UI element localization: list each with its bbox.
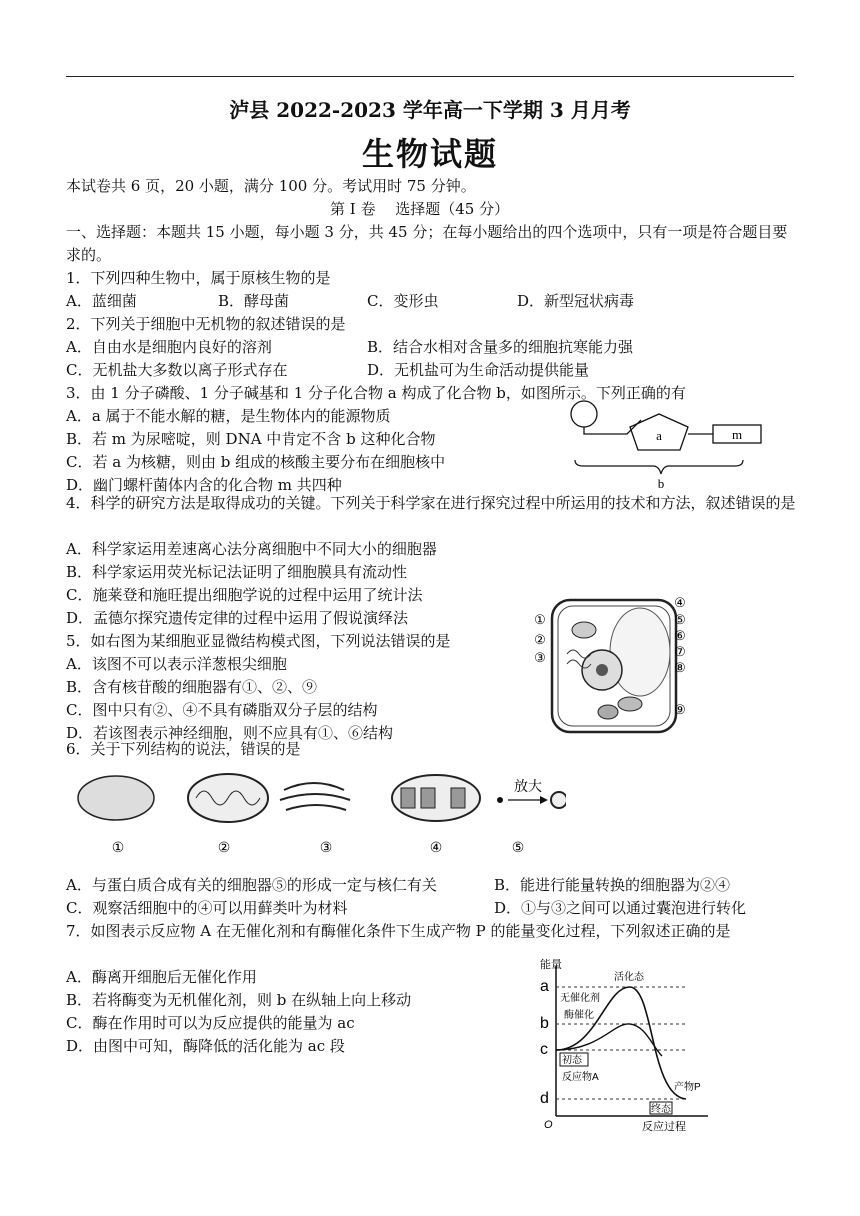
- level-a: a: [540, 978, 549, 995]
- q3-option-d: D．幽门螺杆菌体内含的化合物 m 共四种: [66, 476, 342, 494]
- cell-label-2: ②: [534, 633, 546, 648]
- organelles-figure: [66, 768, 566, 860]
- organelle-label-5: ⑤: [511, 840, 525, 856]
- organelle-label-1: ①: [111, 840, 125, 856]
- organelle-5: [497, 797, 503, 803]
- enzyme-curve: [556, 1024, 662, 1056]
- q7-option-a: A．酶离开细胞后无催化作用: [66, 968, 257, 986]
- part-title: 第 I 卷 选择题（45 分）: [330, 200, 510, 218]
- compound-label: b: [657, 476, 665, 490]
- q3-stem: 3．由 1 分子磷酸、1 分子碱基和 1 分子化合物 a 构成了化合物 b，如图所示。下列正确的有: [66, 384, 686, 402]
- curve-label-reactant: 反应物A: [562, 1072, 599, 1083]
- cell-label-1: ①: [534, 613, 546, 628]
- brace: [575, 460, 743, 474]
- cell-label-5: ⑤: [674, 613, 686, 628]
- nucleotide-figure: [565, 398, 780, 490]
- cell-label-3: ③: [534, 651, 546, 666]
- q4-option-b: B．科学家运用荧光标记法证明了细胞膜具有流动性: [66, 563, 408, 581]
- level-c: c: [540, 1041, 548, 1058]
- level-b: b: [540, 1015, 549, 1032]
- curve-label-enzyme: 酶催化: [564, 1010, 594, 1021]
- curve-label-final: 终态: [651, 1104, 671, 1115]
- energy-diagram: [526, 956, 716, 1134]
- q4-option-a: A．科学家运用差速离心法分离细胞中不同大小的细胞器: [66, 540, 437, 558]
- organelle-label-4: ④: [429, 840, 443, 856]
- q5-option-a: A．该图不可以表示洋葱根尖细胞: [66, 655, 287, 673]
- x-axis-label: 反应过程: [642, 1121, 686, 1133]
- q7-option-d: D．由图中可知，酶降低的活化能为 ac 段: [66, 1037, 345, 1055]
- q6-option-c: C．观察活细胞中的④可以用藓类叶为材料: [66, 899, 348, 917]
- q5-option-c: C．图中只有②、④不具有磷脂双分子层的结构: [66, 701, 378, 719]
- organelle-label-3: ③: [319, 840, 333, 856]
- cell-label-6: ⑥: [674, 629, 686, 644]
- q2-option-a: A．自由水是细胞内良好的溶剂: [66, 338, 272, 356]
- organelle-label-2: ②: [217, 840, 231, 856]
- phosphate-circle: [571, 401, 597, 427]
- cell-label-7: ⑦: [674, 645, 686, 660]
- cell-diagram: [522, 594, 694, 744]
- organelle-1: [78, 776, 154, 820]
- origin-label: O: [544, 1119, 553, 1131]
- mitochondrion-icon: [618, 697, 642, 711]
- chloroplast-icon: [572, 622, 596, 638]
- base-label: m: [731, 427, 743, 442]
- q1-option-a: A．蓝细菌: [66, 292, 137, 310]
- q2-stem: 2．下列关于细胞中无机物的叙述错误的是: [66, 315, 346, 333]
- q2-option-d: D．无机盐可为生命活动提供能量: [367, 361, 590, 379]
- q7-option-c: C．酶在作用时可以为反应提供的能量为 ac: [66, 1014, 355, 1032]
- q1-stem: 1．下列四种生物中，属于原核生物的是: [66, 269, 331, 287]
- q5-option-d: D．若该图表示神经细胞，则不应具有①、⑥结构: [66, 724, 394, 742]
- curve-label-activated: 活化态: [614, 972, 644, 983]
- q4-option-c: C．施莱登和施旺提出细胞学说的过程中运用了统计法: [66, 586, 423, 604]
- curve-label-initial: 初态: [562, 1055, 582, 1066]
- q7-stem: 7．如图表示反应物 A 在无催化剂和有酶催化条件下生成产物 P 的能量变化过程，下列叙述正确的是: [66, 922, 731, 940]
- organelle-3: [280, 783, 350, 810]
- q2-option-b: B．结合水相对含量多的细胞抗寒能力强: [367, 338, 634, 356]
- zoom-label: 放大: [514, 779, 542, 795]
- q1-option-d: D．新型冠状病毒: [517, 292, 635, 310]
- section-intro: 一、选择题：本题共 15 小题，每小题 3 分，共 45 分；在每小题给出的四个选项中，只有一项是符合题目要求的。: [66, 223, 788, 264]
- y-axis-label: 能量: [540, 959, 562, 971]
- q3-option-c: C．若 a 为核糖，则由 b 组成的核酸主要分布在细胞核中: [66, 453, 446, 471]
- q5-stem: 5．如右图为某细胞亚显微结构模式图，下列说法错误的是: [66, 632, 451, 650]
- level-d: d: [540, 1090, 549, 1107]
- sugar-label: a: [656, 428, 662, 443]
- q5-option-b: B．含有核苷酸的细胞器有①、②、⑨: [66, 678, 318, 696]
- curve-label-no-catalyst: 无催化剂: [560, 993, 600, 1004]
- cell-label-9: ⑨: [674, 703, 686, 718]
- q2-option-c: C．无机盐大多数以离子形式存在: [66, 361, 288, 379]
- q1-option-c: C．变形虫: [367, 292, 439, 310]
- q6-option-d: D．①与③之间可以通过囊泡进行转化: [494, 899, 747, 917]
- q7-option-b: B．若将酶变为无机催化剂，则 b 在纵轴上向上移动: [66, 991, 412, 1009]
- cell-label-8: ⑧: [674, 661, 686, 676]
- q6-option-b: B．能进行能量转换的细胞器为②④: [494, 876, 731, 894]
- header-rule: [66, 76, 794, 77]
- vacuole: [610, 608, 670, 696]
- q1-option-b: B．酵母菌: [218, 292, 290, 310]
- exam-title: 泸县 2022-2023 学年高一下学期 3 月月考: [229, 98, 631, 122]
- exam-subject: 生物试题: [361, 135, 498, 173]
- ribosome-icon: [551, 792, 566, 808]
- q6-option-a: A．与蛋白质合成有关的细胞器⑤的形成一定与核仁有关: [66, 876, 437, 894]
- q4-option-d: D．孟德尔探究遗传定律的过程中运用了假说演绎法: [66, 609, 409, 627]
- exam-info: 本试卷共 6 页，20 小题，满分 100 分。考试用时 75 分钟。: [66, 177, 476, 195]
- q6-stem: 6．关于下列结构的说法，错误的是: [66, 740, 301, 758]
- curve-label-product: 产物P: [674, 1082, 701, 1093]
- q3-option-b: B．若 m 为尿嘧啶，则 DNA 中肯定不含 b 这种化合物: [66, 430, 436, 448]
- cell-label-4: ④: [674, 596, 686, 611]
- q3-option-a: A．a 属于不能水解的糖，是生物体内的能源物质: [66, 407, 391, 425]
- q4-stem: 4．科学的研究方法是取得成功的关键。下列关于科学家在进行探究过程中所运用的技术和方法，叙述错误的是: [66, 494, 796, 512]
